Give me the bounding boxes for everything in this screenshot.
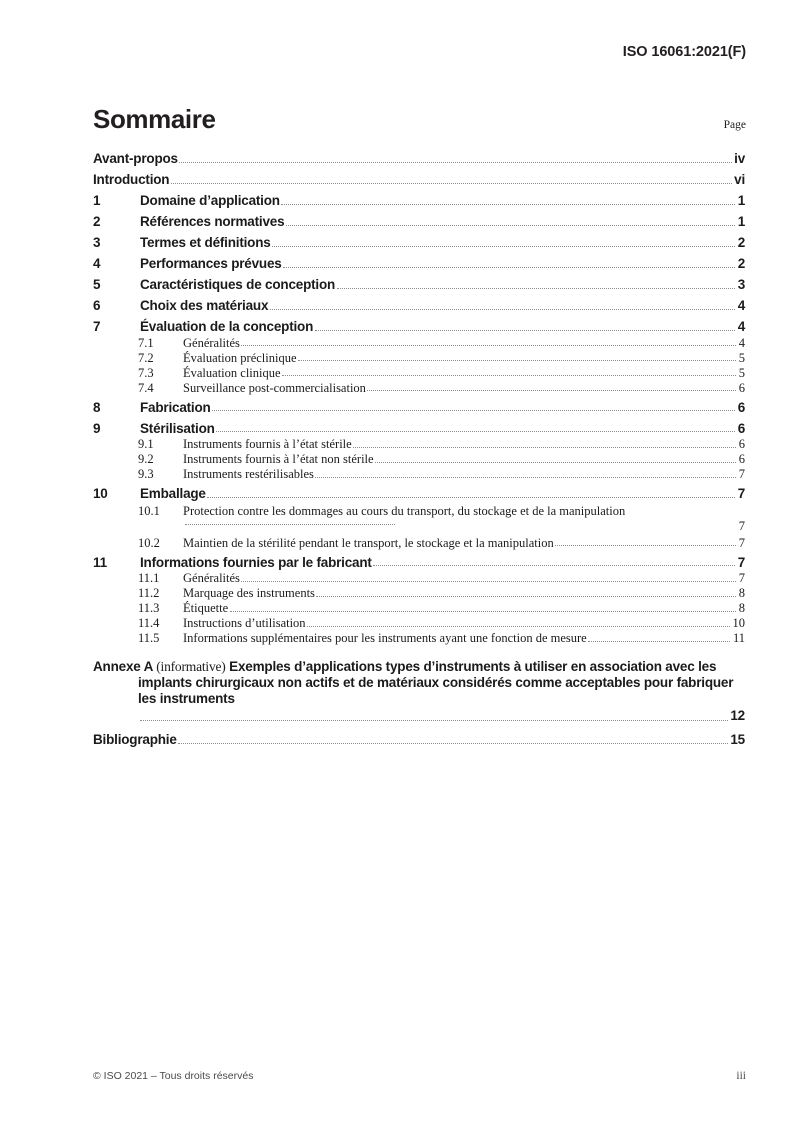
toc-entry-number: 11.2: [138, 586, 160, 600]
toc-entry-body: [183, 572, 738, 585]
toc-entry-page: 6: [737, 420, 745, 436]
dot-leader: [315, 330, 736, 331]
toc-entry-body: [183, 602, 738, 615]
toc-entry-page: 7: [738, 571, 745, 585]
toc-entry-number: 10.1: [138, 503, 160, 518]
toc-entry-label: Instruments fournis à l’état non stérile: [183, 452, 374, 466]
toc-entry-clause-10[interactable]: [93, 487, 745, 501]
toc-entry-body: [183, 337, 738, 350]
toc-entry-label: Introduction: [93, 172, 170, 187]
dot-leader: [373, 565, 735, 566]
toc-entry-body: [140, 215, 737, 229]
toc-entry-page: 6: [737, 399, 745, 415]
toc-entry-label: Instructions d’utilisation: [183, 616, 306, 630]
toc-entry-label: Surveillance post-commercialisation: [183, 380, 366, 395]
toc-entry-number: 7.3: [138, 365, 154, 380]
toc-entry-clause-4[interactable]: [93, 257, 745, 271]
dot-leader: [241, 345, 736, 346]
dot-leader: [337, 288, 736, 289]
toc-entry-number: 3: [93, 235, 101, 250]
toc-entry-number: 11.3: [138, 601, 160, 615]
dot-leader: [367, 390, 736, 391]
toc-entry-label: Termes et définitions: [140, 235, 271, 250]
toc-entry-subclause-9-1[interactable]: [93, 438, 745, 451]
toc-entry-label: Évaluation de la conception: [140, 319, 314, 334]
toc-entry-clause-11[interactable]: [93, 556, 745, 570]
annex-title: Exemples d’applications types d’instruments à utiliser en association avec les implants chirurgicaux non actifs et de matériaux considérés comme acceptables pour fabriquer les instruments: [138, 658, 734, 707]
toc-entry-clause-8[interactable]: [93, 401, 745, 415]
toc-entry-number: 8: [93, 399, 101, 415]
annex-informative-marker: (informative): [156, 658, 226, 674]
toc-entry-page: 4: [737, 298, 745, 313]
toc-entry-page: 3: [737, 277, 745, 292]
dot-leader: [353, 447, 736, 448]
toc-entry-body: [183, 468, 738, 481]
toc-entry-subclause-11-4[interactable]: [93, 617, 745, 630]
toc-entry-subclause-11-3[interactable]: [93, 602, 745, 615]
toc-entry-page: 7: [737, 486, 745, 501]
toc-entry-page: 1: [737, 214, 745, 229]
toc-entry-subclause-11-5[interactable]: [93, 632, 745, 645]
toc-entry-subclause-7-3[interactable]: [93, 367, 745, 380]
toc-entry-body: [140, 556, 737, 570]
toc-entry-clause-3[interactable]: [93, 236, 745, 250]
toc-entry-body: [140, 278, 737, 292]
toc-entry-label: Informations fournies par le fabricant: [140, 554, 372, 570]
dot-leader: [178, 743, 728, 744]
toc-entry-label: Généralités: [183, 571, 240, 585]
toc-entry-number: 11: [93, 554, 107, 570]
toc-entry-page: 5: [738, 350, 745, 365]
document-footer: [93, 1070, 746, 1082]
annex-designation: Annexe A: [93, 658, 153, 674]
toc-entry-subclause-11-2[interactable]: [93, 587, 745, 600]
toc-entry-body: [183, 632, 732, 645]
toc-entry-label: Maintien de la stérilité pendant le transport, le stockage et la manipulation: [183, 535, 554, 550]
page-folio: iii: [736, 1070, 746, 1082]
toc-entry-page: vi: [734, 172, 745, 187]
toc-entry-number: 9: [93, 420, 101, 436]
dot-leader: [216, 431, 735, 432]
toc-entry-subclause-7-4[interactable]: [93, 382, 745, 395]
toc-entry-number: 11.1: [138, 571, 160, 585]
toc-entry-label: Généralités: [183, 335, 240, 350]
toc-entry-subclause-9-3[interactable]: [93, 468, 745, 481]
toc-entry-body: [140, 487, 737, 501]
dot-leader: [316, 596, 736, 597]
dot-leader: [283, 267, 735, 268]
toc-entry-number: 5: [93, 277, 101, 292]
annex-leader-row: [138, 708, 745, 724]
toc-entry-body: [93, 173, 733, 187]
toc-entry-introduction[interactable]: [93, 173, 745, 187]
toc-entry-number: 9.2: [138, 452, 154, 466]
toc-title-row: [93, 104, 746, 135]
toc-entry-clause-9[interactable]: [93, 422, 745, 436]
toc-entry-body: [140, 422, 737, 436]
toc-entry-body: [183, 367, 738, 380]
dot-leader: [298, 360, 736, 361]
toc-entry-page: 8: [738, 586, 745, 600]
dot-leader: [282, 375, 736, 376]
toc-entry-clause-7[interactable]: [93, 320, 745, 334]
toc-entry-subclause-11-1[interactable]: [93, 572, 745, 585]
toc-entry-page: iv: [734, 151, 745, 166]
toc-entry-page: 10: [732, 616, 745, 630]
toc-entry-page: 7: [738, 467, 745, 481]
toc-entry-body: [93, 733, 729, 747]
toc-entry-page: 6: [738, 452, 745, 466]
toc-entry-number: 7.1: [138, 335, 154, 350]
toc-entry-subclause-10-2[interactable]: [93, 537, 745, 550]
toc-entry-label: Avant-propos: [93, 151, 178, 166]
dot-leader: [307, 626, 730, 627]
dot-leader: [588, 641, 730, 642]
toc-entry-bibliography[interactable]: [93, 733, 745, 747]
toc-entry-subclause-7-1[interactable]: [93, 337, 745, 350]
toc-entry-page: 12: [730, 707, 745, 723]
toc-entry-page: 2: [737, 235, 745, 250]
toc-entry-body: [140, 299, 737, 313]
toc-entry-clause-1[interactable]: [93, 194, 745, 208]
dot-leader: [270, 309, 735, 310]
toc-entry-number: 7.2: [138, 350, 154, 365]
toc-entry-body: [183, 453, 738, 466]
toc-entry-body: [183, 352, 738, 365]
toc-entry-body: [183, 438, 738, 451]
dot-leader: [185, 524, 396, 525]
toc-entry-label: Protection contre les dommages au cours du transport, du stockage et de la manipulation: [183, 503, 626, 518]
toc-entry-subclause-7-2[interactable]: [93, 352, 745, 365]
toc-entry-page: 1: [737, 193, 745, 208]
dot-leader: [171, 183, 732, 184]
toc-entry-label: Stérilisation: [140, 420, 215, 436]
toc-entry-body: [140, 194, 737, 208]
toc-entry-page: 11: [732, 631, 745, 645]
dot-leader: [281, 204, 735, 205]
toc-entry-number: 11.5: [138, 631, 160, 645]
toc-entry-page: 7: [738, 535, 745, 550]
toc-entry-body: [93, 152, 733, 166]
toc-entry-number: 9.3: [138, 467, 154, 481]
toc-entry-label: Étiquette: [183, 601, 229, 615]
toc-entry-number: 1: [93, 193, 101, 208]
toc-entry-page: 8: [738, 601, 745, 615]
toc-entry-label: Évaluation clinique: [183, 365, 281, 380]
dot-leader: [140, 720, 728, 721]
dot-leader: [272, 246, 735, 247]
toc-entry-label: Caractéristiques de conception: [140, 277, 336, 292]
standard-reference: ISO 16061:2021(F): [622, 44, 746, 60]
toc-entry-label: Performances prévues: [140, 256, 282, 271]
toc-entry-clause-6[interactable]: [93, 299, 745, 313]
toc-entry-subclause-9-2[interactable]: [93, 453, 745, 466]
toc-entry-number: 7: [93, 319, 101, 334]
toc-entry-page: 7: [738, 518, 745, 533]
toc-entry-number: 6: [93, 298, 101, 313]
toc-entry-number: 7.4: [138, 380, 154, 395]
toc-entry-number: 4: [93, 256, 101, 271]
toc-entry-body: [183, 587, 738, 600]
toc-entry-page: 4: [737, 319, 745, 334]
toc-entry-page: 6: [738, 437, 745, 451]
toc-entry-label: Marquage des instruments: [183, 586, 315, 600]
toc-entry-number: 2: [93, 214, 101, 229]
toc-entry-body: [183, 382, 738, 395]
page-title: Sommaire: [93, 104, 216, 134]
dot-leader: [241, 581, 736, 582]
toc-entry-avant-propos[interactable]: [93, 152, 745, 166]
toc-entry-number: 10: [93, 486, 108, 501]
toc-entry-clause-5[interactable]: [93, 278, 745, 292]
dot-leader: [207, 497, 735, 498]
toc-entry-body: [183, 537, 738, 550]
toc-entry-page: 4: [738, 335, 745, 350]
copyright-notice: © ISO 2021 – Tous droits réservés: [93, 1070, 254, 1082]
dot-leader: [179, 162, 731, 163]
toc-entry-label: Emballage: [140, 486, 206, 501]
toc-entry-number: 9.1: [138, 437, 154, 451]
toc-entry-body: [183, 504, 738, 535]
dot-leader: [375, 462, 736, 463]
toc-entry-label: Instruments restérilisables: [183, 467, 314, 481]
dot-leader: [286, 225, 735, 226]
toc-entry-label: Bibliographie: [93, 732, 177, 748]
toc-entry-clause-2[interactable]: [93, 215, 745, 229]
document-header: [93, 44, 746, 60]
toc-entry-number: 11.4: [138, 616, 160, 630]
table-of-contents: [93, 152, 745, 747]
toc-entry-number: 10.2: [138, 535, 160, 550]
toc-entry-subclause-10-1[interactable]: [93, 504, 745, 535]
toc-entry-label: Instruments fournis à l’état stérile: [183, 437, 352, 451]
toc-entry-label: Domaine d’application: [140, 193, 280, 208]
toc-entry-body: [140, 257, 737, 271]
toc-entry-page: 7: [737, 554, 745, 570]
toc-entry-page: 2: [737, 256, 745, 271]
toc-entry-page: 5: [738, 365, 745, 380]
dot-leader: [315, 477, 736, 478]
page-column-header: Page: [723, 119, 746, 131]
toc-entry-page: 15: [730, 732, 745, 748]
toc-entry-body: [140, 236, 737, 250]
toc-entry-label: Fabrication: [140, 399, 211, 415]
dot-leader: [230, 611, 737, 612]
dot-leader: [212, 410, 735, 411]
toc-entry-label: Évaluation préclinique: [183, 350, 297, 365]
toc-entry-label: Choix des matériaux: [140, 298, 269, 313]
toc-entry-label: Références normatives: [140, 214, 285, 229]
dot-leader: [555, 545, 736, 546]
toc-entry-body: [140, 320, 737, 334]
toc-entry-label: Informations supplémentaires pour les instruments ayant une fonction de mesure: [183, 631, 587, 645]
toc-entry-body: [183, 617, 732, 630]
toc-entry-annex-a[interactable]: [93, 659, 745, 725]
toc-entry-page: 6: [738, 380, 745, 395]
toc-entry-body: [140, 401, 737, 415]
